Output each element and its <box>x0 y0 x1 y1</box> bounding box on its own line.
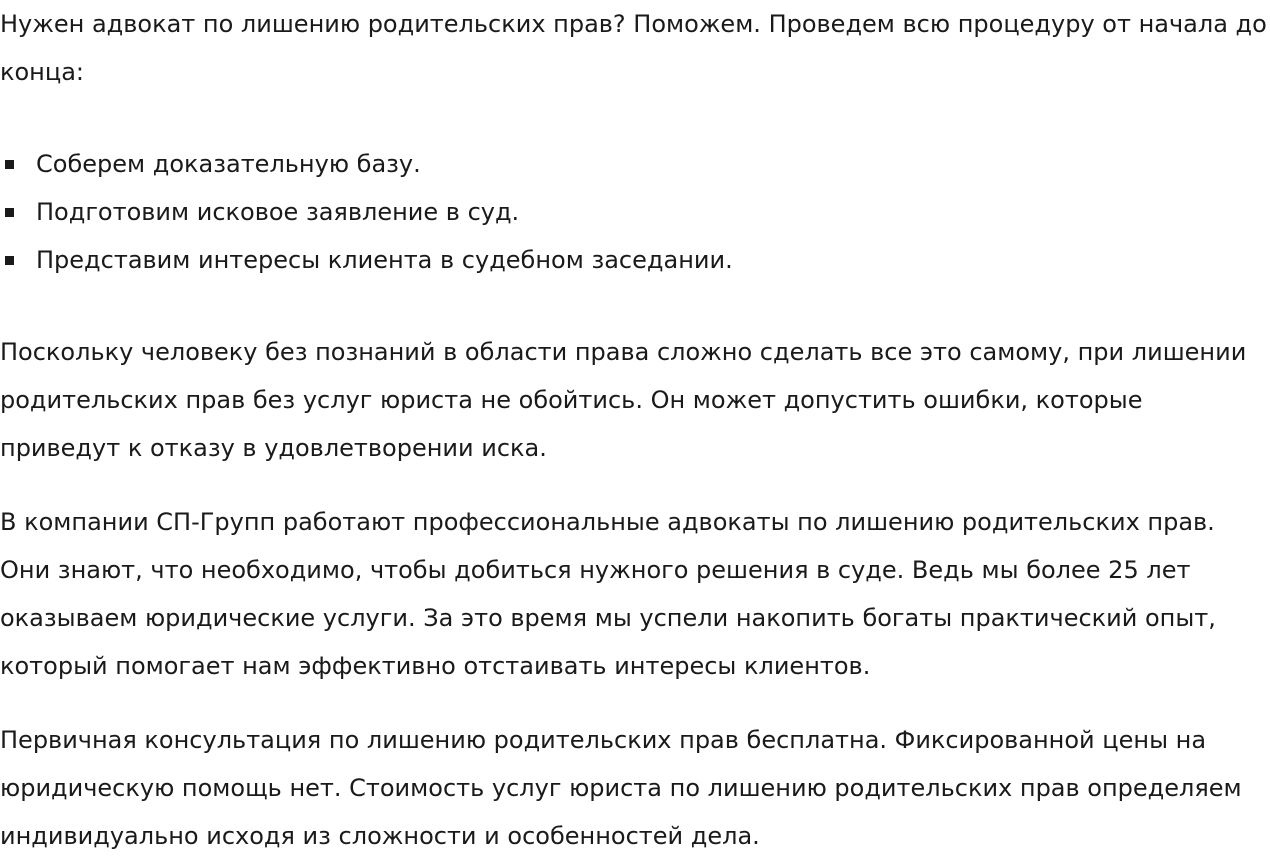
list-item <box>0 140 1270 188</box>
step-text: Представим интересы клиента в судебном заседании. <box>36 246 733 274</box>
need-lawyer-paragraph: Поскольку человеку без познаний в области права сложно сделать все это самому, при лишении родительских прав без услуг юриста не обойтись. Он может допустить ошибки, которые приведут к отказу в удовлетворении иска. <box>0 338 1247 462</box>
square-bullet-icon <box>5 160 14 169</box>
step-text: Соберем доказательную базу. <box>36 150 421 178</box>
square-bullet-icon <box>5 208 14 217</box>
pricing-paragraph: Первичная консультация по лишению родительских прав бесплатна. Фиксированной цены на юридическую помощь нет. Стоимость услуг юриста по лишению родительских прав определяем индивидуально исходя из сложности и особенностей дела. <box>0 726 1242 850</box>
intro-paragraph: Нужен адвокат по лишению родительских прав? Поможем. Проведем всю процедуру от начала до конца: <box>0 10 1267 86</box>
list-item <box>0 236 1270 284</box>
company-paragraph: В компании СП-Групп работают профессиональные адвокаты по лишению родительских прав. Они знают, что необходимо, чтобы добиться нужного решения в суде. Ведь мы более 25 лет оказываем юридические услуги. За это время мы успели накопить богаты практический опыт, который помогает нам эффективно отстаивать интересы клиентов. <box>0 508 1216 680</box>
step-text: Подготовим исковое заявление в суд. <box>36 198 520 226</box>
steps-list <box>0 140 1270 284</box>
square-bullet-icon <box>5 256 14 265</box>
list-item <box>0 188 1270 236</box>
